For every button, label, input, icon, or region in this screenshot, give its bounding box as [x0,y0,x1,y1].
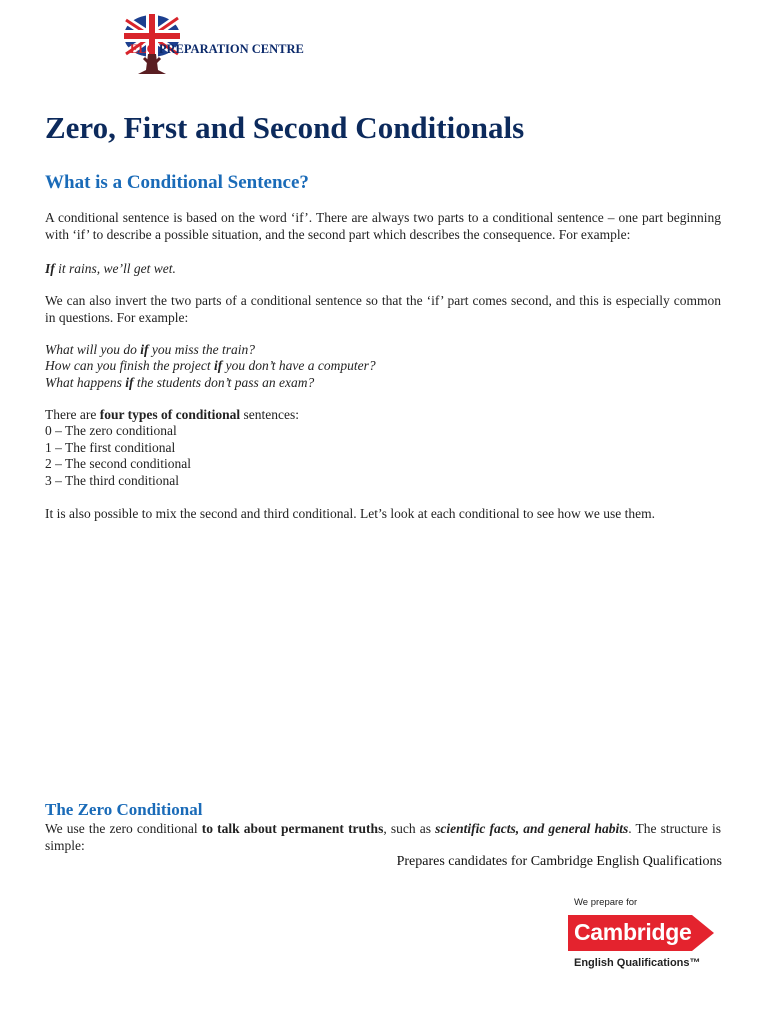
cambridge-word: Cambridge [574,919,692,945]
logo-elc: ELC [130,42,156,56]
question-line: How can you finish the project if you don’t have a computer? [45,358,376,374]
permanent-truths: to talk about permanent truths [201,821,384,836]
elc-logo [62,12,304,76]
example-sentence [45,261,721,278]
cambridge-english-qualifications: English Qualifications™ [574,957,701,969]
question-line: What happens if the students don’t pass an exam? [45,374,315,390]
cambridge-logo [566,897,716,977]
cambridge-we-prepare: We prepare for [574,897,638,908]
intro-paragraph: A conditional sentence is based on the word ‘if’. There are always two parts to a conditional sentence – one part beginning with ‘if’ to describe a possible situation, and the second part which describes the consequence. For example: [45,210,721,242]
footer-tagline: Prepares candidates for Cambridge English Qualifications [396,854,722,869]
question-examples [45,342,376,391]
logo-text [130,42,304,57]
list-item: 1 – The first conditional [45,439,176,455]
invert-paragraph: We can also invert the two parts of a conditional sentence so that the ‘if’ part comes second, and this is especially common in questions. For example: [45,293,721,325]
logo-preparation-centre: PREPARATION CENTRE [158,42,304,56]
list-item: 3 – The third conditional [45,472,179,488]
scientific-facts: scientific facts, and general habits [435,821,629,836]
page-title: Zero, First and Second Conditionals [45,110,525,145]
zero-conditional-paragraph: We use the zero conditional to talk about permanent truths, such as scientific facts, and general habits. The structure is simple: [45,821,722,853]
list-item: 2 – The second conditional [45,456,191,472]
question-line: What will you do if you miss the train? [45,342,255,357]
list-item: 0 – The zero conditional [45,423,177,439]
types-intro: There are four types of conditional sentences: [45,407,299,422]
mix-paragraph: It is also possible to mix the second and third conditional. Let’s look at each conditional to see how we use them. [45,506,655,521]
example-rest: it rains, we’ll get wet. [54,261,176,276]
example-if: If [45,261,55,276]
section-heading-zero-conditional: The Zero Conditional [45,800,203,819]
section-heading-conditional-sentence: What is a Conditional Sentence? [45,172,309,193]
conditional-types-list [45,407,299,489]
